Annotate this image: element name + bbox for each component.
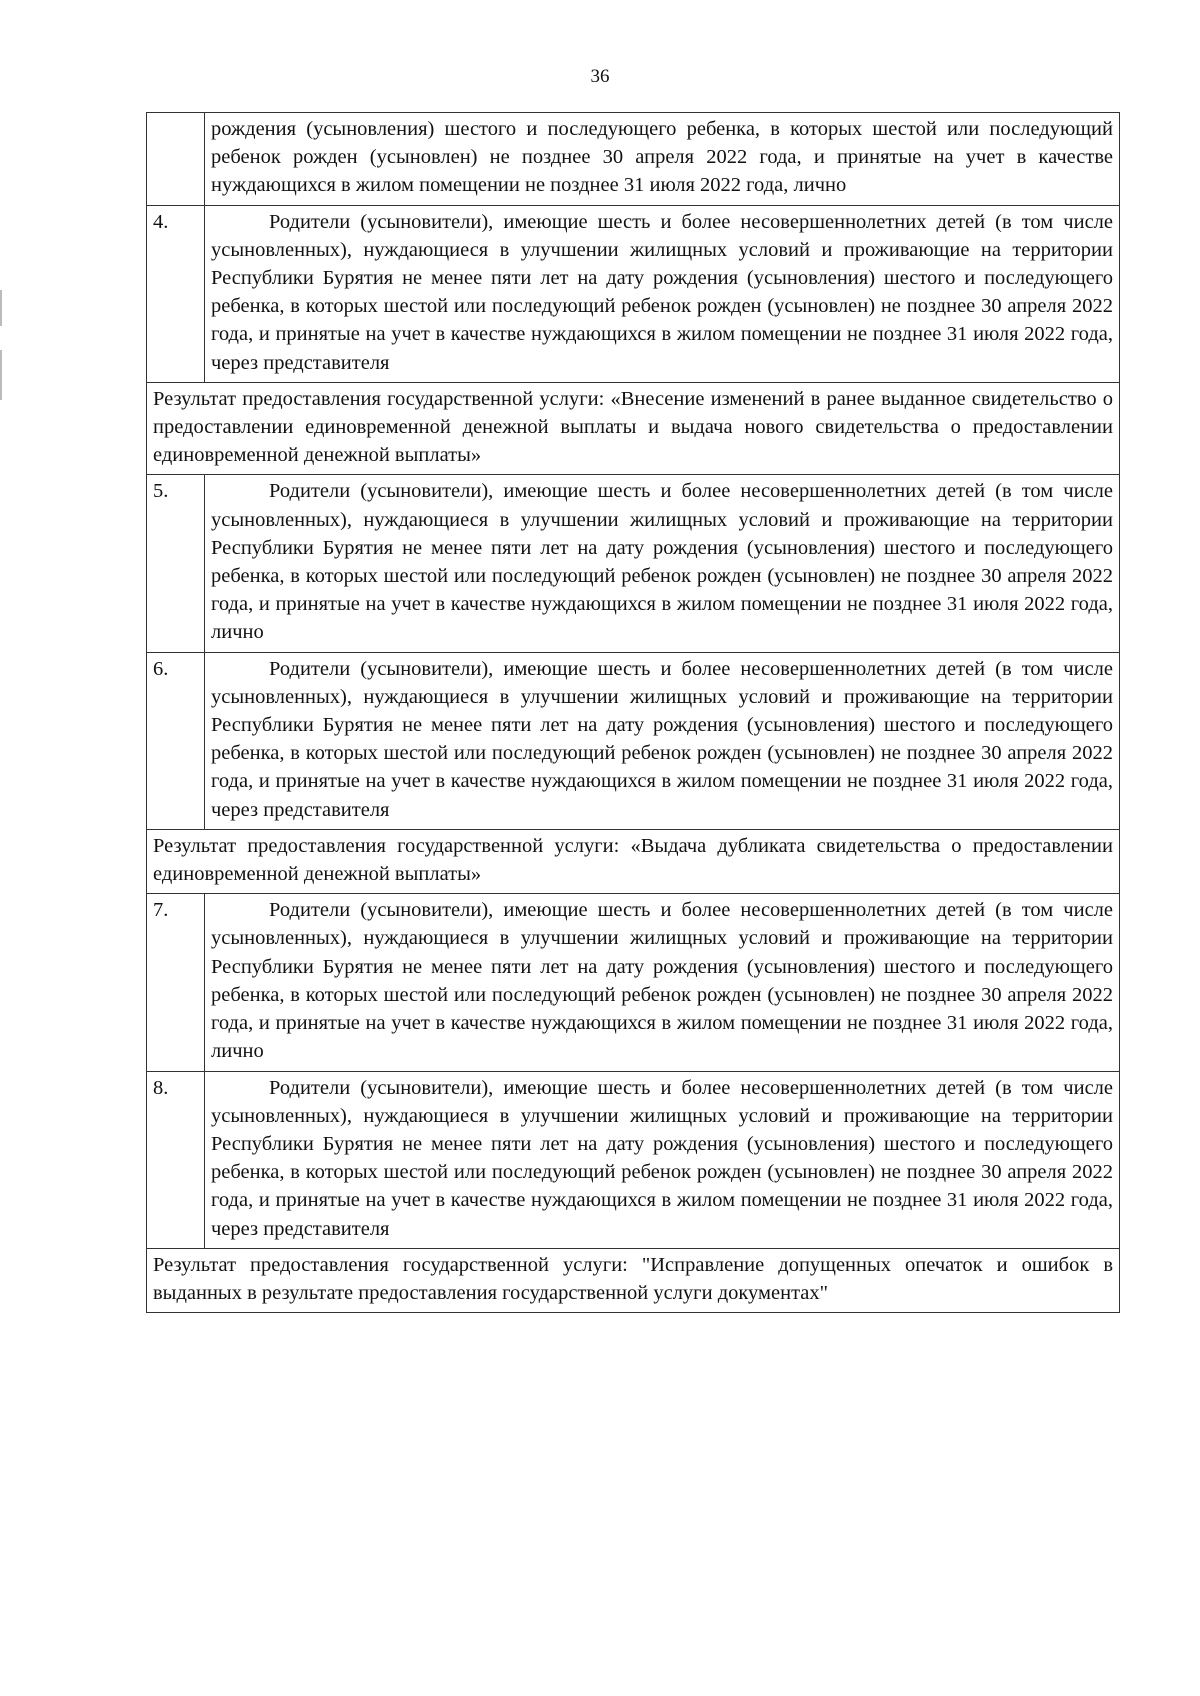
row-number: 5. bbox=[147, 475, 205, 652]
table-row-result bbox=[147, 829, 1120, 893]
row-text: рождения (усыновления) шестого и последующего ребенка, в которых шестой или последующий ребенок рожден (усыновлен) не позднее 30 апреля 2022 года, и принятые на учет в качестве нуждающихся в жилом помещении не позднее 31 июля 2022 года, лично bbox=[205, 113, 1120, 206]
row-text bbox=[205, 475, 1120, 652]
row-text-content: Родители (усыновители), имеющие шесть и более несовершеннолетних детей (в том числе усыновленных), нуждающиеся в улучшении жилищных условий и проживающие на территории Республики Бурятия не менее пяти лет на дату рождения (усыновления) шестого и последующего ребенка, в которых шестой или последующий ребенок рожден (усыновлен) не позднее 30 апреля 2022 года, и принятые на учет в качестве нуждающихся в жилом помещении не позднее 31 июля 2022 года, лично bbox=[211, 899, 1113, 1063]
scan-edge-mark bbox=[0, 350, 2, 400]
row-text bbox=[205, 1071, 1120, 1248]
result-text: Результат предоставления государственной услуги: «Внесение изменений в ранее выданное свидетельство о предоставлении единовременной денежной выплаты и выдача нового свидетельства о предоставлении единовременной денежной выплаты» bbox=[147, 382, 1120, 475]
result-text: Результат предоставления государственной услуги: "Исправление допущенных опечаток и ошибок в выданных в результате предоставления государственной услуги документах" bbox=[147, 1248, 1120, 1312]
row-number: 8. bbox=[147, 1071, 205, 1248]
table-row-item-7 bbox=[147, 894, 1120, 1071]
row-text-content: Родители (усыновители), имеющие шесть и более несовершеннолетних детей (в том числе усыновленных), нуждающиеся в улучшении жилищных условий и проживающие на территории Республики Бурятия не менее пяти лет на дату рождения (усыновления) шестого и последующего ребенка, в которых шестой или последующий ребенок рожден (усыновлен) не позднее 30 апреля 2022 года, и принятые на учет в качестве нуждающихся в жилом помещении не позднее 31 июля 2022 года, лично bbox=[211, 480, 1113, 644]
row-text bbox=[205, 205, 1120, 382]
row-number: 7. bbox=[147, 894, 205, 1071]
scan-edge-mark bbox=[0, 290, 2, 326]
result-text: Результат предоставления государственной услуги: «Выдача дубликата свидетельства о предоставлении единовременной денежной выплаты» bbox=[147, 829, 1120, 893]
table-row-item-4 bbox=[147, 205, 1120, 382]
row-text bbox=[205, 652, 1120, 829]
row-number: 4. bbox=[147, 205, 205, 382]
row-text-content: Родители (усыновители), имеющие шесть и более несовершеннолетних детей (в том числе усыновленных), нуждающиеся в улучшении жилищных условий и проживающие на территории Республики Бурятия не менее пяти лет на дату рождения (усыновления) шестого и последующего ребенка, в которых шестой или последующий ребенок рожден (усыновлен) не позднее 30 апреля 2022 года, и принятые на учет в качестве нуждающихся в жилом помещении не позднее 31 июля 2022 года, через представителя bbox=[211, 210, 1113, 374]
table-row-item-6 bbox=[147, 652, 1120, 829]
page-number: 36 bbox=[590, 66, 610, 87]
row-text-content: Родители (усыновители), имеющие шесть и более несовершеннолетних детей (в том числе усыновленных), нуждающиеся в улучшении жилищных условий и проживающие на территории Республики Бурятия не менее пяти лет на дату рождения (усыновления) шестого и последующего ребенка, в которых шестой или последующий ребенок рожден (усыновлен) не позднее 30 апреля 2022 года, и принятые на учет в качестве нуждающихся в жилом помещении не позднее 31 июля 2022 года, через представителя bbox=[211, 657, 1113, 821]
table-row-continuation bbox=[147, 113, 1120, 206]
services-table-body bbox=[147, 113, 1120, 1313]
table-row-item-8 bbox=[147, 1071, 1120, 1248]
row-number: 6. bbox=[147, 652, 205, 829]
services-table bbox=[146, 112, 1120, 1313]
row-text-content: Родители (усыновители), имеющие шесть и более несовершеннолетних детей (в том числе усыновленных), нуждающиеся в улучшении жилищных условий и проживающие на территории Республики Бурятия не менее пяти лет на дату рождения (усыновления) шестого и последующего ребенка, в которых шестой или последующий ребенок рожден (усыновлен) не позднее 30 апреля 2022 года, и принятые на учет в качестве нуждающихся в жилом помещении не позднее 31 июля 2022 года, через представителя bbox=[211, 1076, 1113, 1240]
table-row-item-5 bbox=[147, 475, 1120, 652]
table-row-result bbox=[147, 1248, 1120, 1312]
row-text bbox=[205, 894, 1120, 1071]
table-row-result bbox=[147, 382, 1120, 475]
row-number bbox=[147, 113, 205, 206]
